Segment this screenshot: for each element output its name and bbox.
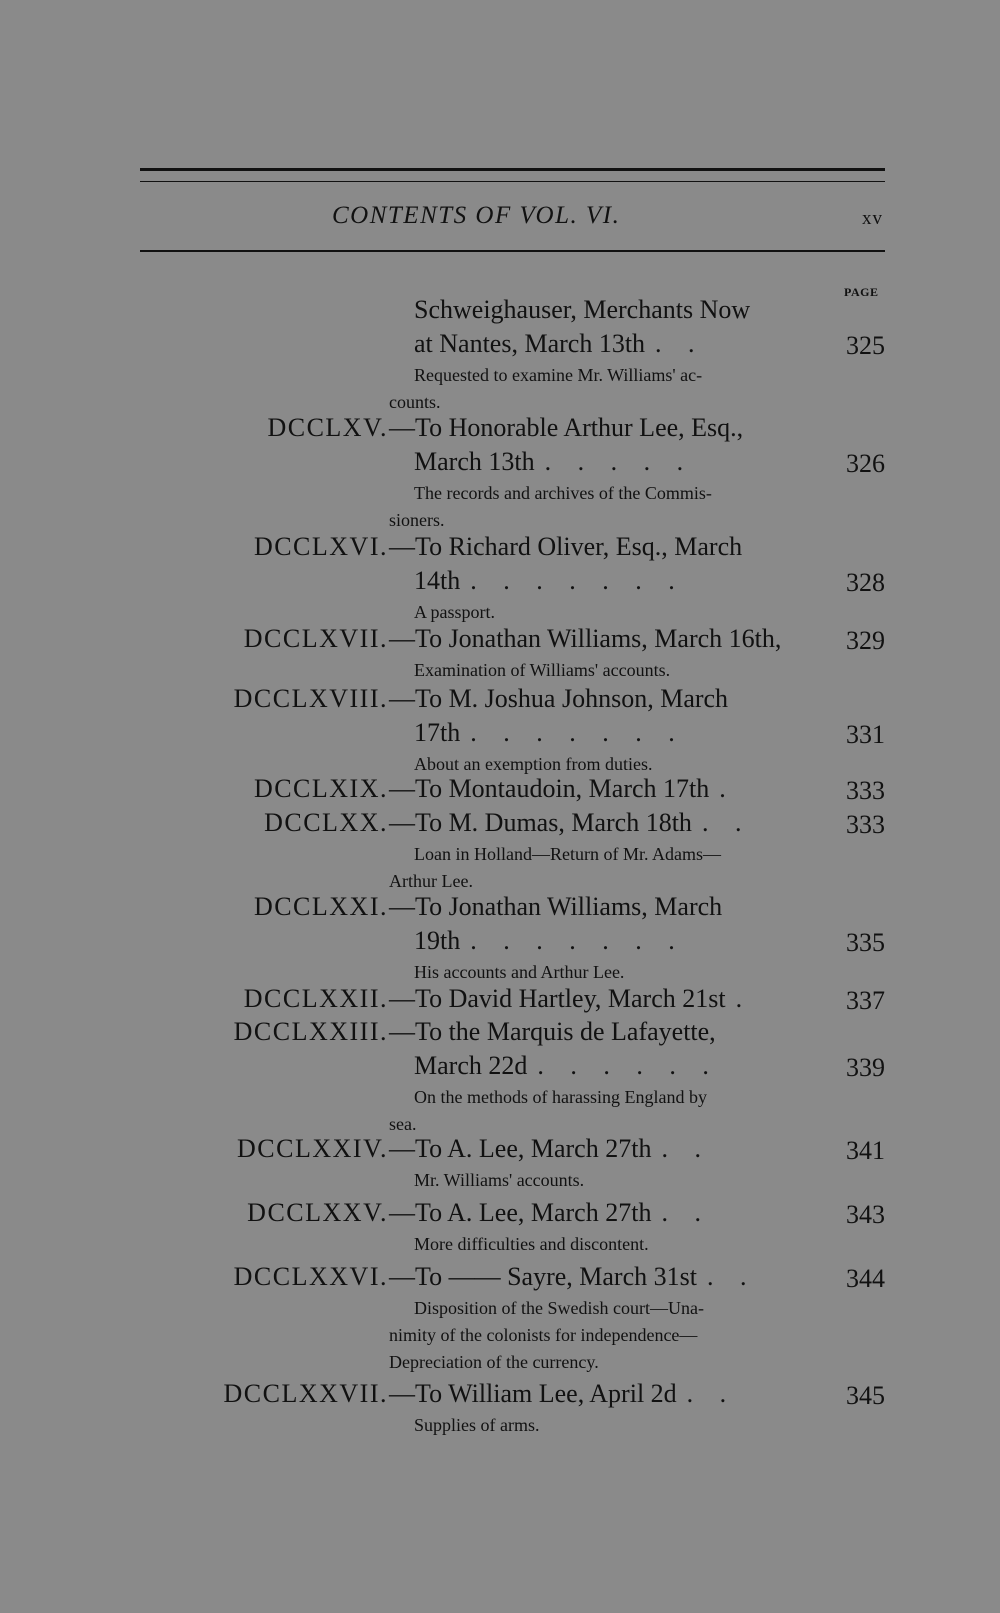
entry-title <box>389 622 819 656</box>
entry-title-line: March 22d <box>414 1051 528 1080</box>
entry-summary-line: Arthur Lee. <box>389 871 473 891</box>
entry-title-line: —To M. Dumas, March 18th <box>389 808 692 837</box>
entry-title-line: —To William Lee, April 2d <box>389 1379 677 1408</box>
top-double-rule-thin <box>140 181 885 182</box>
entry-summary-line: About an exemption from duties. <box>414 754 653 774</box>
entry-numeral: DCCLXXIII. <box>233 1017 388 1046</box>
leader-dots: . . . . . . <box>537 1051 719 1080</box>
entry-title <box>389 530 819 598</box>
entry-page-number: 335 <box>846 928 885 957</box>
leader-dots: . . <box>661 1198 711 1227</box>
entry-title <box>389 772 819 806</box>
entry-title-line: —To Richard Oliver, Esq., March <box>389 532 743 561</box>
entry-summary-line: A passport. <box>414 602 495 622</box>
header-rule <box>140 250 885 252</box>
entry-summary-line: Examination of Williams' accounts. <box>414 660 671 680</box>
entry-title-line: —To Montaudoin, March 17th <box>389 774 710 803</box>
entry-title-line: 19th <box>414 926 461 955</box>
entry-page-number: 341 <box>846 1136 885 1165</box>
leader-dots: . <box>719 774 736 803</box>
entry-page-number: 333 <box>846 810 885 839</box>
entry-summary <box>389 1412 819 1439</box>
entry-numeral: DCCLXVIII. <box>233 684 388 713</box>
entry-title <box>389 1377 819 1411</box>
entry-summary-line: Depreciation of the currency. <box>389 1352 599 1372</box>
entry-title-line: 17th <box>414 718 461 747</box>
entry-title-line: —To A. Lee, March 27th <box>389 1134 652 1163</box>
entry-title <box>389 1015 819 1083</box>
entry-summary-line: More difficulties and discontent. <box>414 1234 649 1254</box>
entry-summary-line: The records and archives of the Commis- <box>414 483 712 503</box>
entry-title-line: —To M. Joshua Johnson, March <box>389 684 729 713</box>
entry-title-line: —To Honorable Arthur Lee, Esq., <box>389 413 744 442</box>
entry-summary-line: Loan in Holland—Return of Mr. Adams— <box>414 844 721 864</box>
entry-summary <box>389 657 819 684</box>
entry-title-line: —To Jonathan Williams, March 16th, <box>389 624 782 653</box>
entry-numeral: DCCLXV. <box>267 413 388 442</box>
leader-dots: . . <box>706 1262 757 1291</box>
entry-summary <box>389 362 819 416</box>
leader-dots: . . . . . <box>544 447 694 476</box>
entry-title <box>389 1196 819 1230</box>
leader-dots: . <box>735 984 753 1013</box>
entry-title <box>389 682 819 750</box>
entry-page-number: 337 <box>846 986 885 1015</box>
entry-title-line: —To David Hartley, March 21st <box>389 984 726 1013</box>
entry-summary-line: Disposition of the Swedish court—Una- <box>414 1298 704 1318</box>
entry-summary <box>389 1084 819 1138</box>
entry-numeral: DCCLXXVII. <box>223 1379 388 1408</box>
entry-summary-line: Supplies of arms. <box>414 1415 540 1435</box>
entry-numeral: DCCLXIX. <box>253 774 388 803</box>
top-double-rule-thick <box>140 168 885 171</box>
running-header-page-number: xv <box>862 208 883 229</box>
entry-title-line: —To the Marquis de Lafayette, <box>389 1017 716 1046</box>
entry-title-line: at Nantes, March 13th <box>414 329 646 358</box>
entry-title-line: Schweighauser, Merchants Now <box>414 295 751 324</box>
entry-numeral: DCCLXXI. <box>253 892 388 921</box>
entry-page-number: 343 <box>846 1200 885 1229</box>
entry-title-line: —To Jonathan Williams, March <box>389 892 723 921</box>
running-header-title: CONTENTS OF VOL. VI. <box>332 202 621 229</box>
entry-title <box>389 411 819 479</box>
entry-numeral: DCCLXX. <box>264 808 388 837</box>
entry-page-number: 328 <box>846 568 885 597</box>
entry-summary <box>389 480 819 534</box>
entry-summary <box>389 1295 819 1376</box>
leader-dots: . . <box>686 1379 737 1408</box>
entry-page-number: 331 <box>846 720 885 749</box>
entry-title <box>389 806 819 840</box>
entry-summary-line: His accounts and Arthur Lee. <box>414 962 625 982</box>
entry-page-number: 344 <box>846 1264 885 1293</box>
leader-dots: . . . . . . . <box>470 926 685 955</box>
entry-numeral: DCCLXXVI. <box>233 1262 388 1291</box>
entry-summary-line: nimity of the colonists for independence— <box>389 1325 698 1345</box>
entry-summary-line: counts. <box>389 392 441 412</box>
entry-title-line: —To —— Sayre, March 31st <box>389 1262 697 1291</box>
entry-summary <box>389 841 819 895</box>
entry-summary <box>389 1231 819 1258</box>
leader-dots: . . . . . . . <box>470 566 685 595</box>
entry-summary <box>389 1167 819 1194</box>
entry-summary-line: sioners. <box>389 510 445 530</box>
entry-summary-line: sea. <box>389 1114 417 1134</box>
entry-summary-line: Requested to examine Mr. Williams' ac- <box>414 365 703 385</box>
entry-title <box>389 293 819 361</box>
entry-title <box>389 1132 819 1166</box>
entry-page-number: 325 <box>846 331 885 360</box>
entry-summary-line: On the methods of harassing England by <box>414 1087 707 1107</box>
entry-title-line: March 13th <box>414 447 535 476</box>
entry-page-number: 326 <box>846 449 885 478</box>
entry-page-number: 345 <box>846 1381 885 1410</box>
leader-dots: . . <box>661 1134 711 1163</box>
entry-page-number: 329 <box>846 626 885 655</box>
entry-title-line: 14th <box>414 566 461 595</box>
leader-dots: . . <box>655 329 705 358</box>
leader-dots: . . <box>701 808 752 837</box>
entry-title <box>389 982 819 1016</box>
entry-numeral: DCCLXVI. <box>253 532 388 561</box>
entry-page-number: 339 <box>846 1053 885 1082</box>
entry-numeral: DCCLXVII. <box>243 624 388 653</box>
page-column-label: PAGE <box>844 285 879 299</box>
entry-title-line: —To A. Lee, March 27th <box>389 1198 652 1227</box>
entry-page-number: 333 <box>846 776 885 805</box>
entry-numeral: DCCLXXII. <box>243 984 388 1013</box>
entry-numeral: DCCLXXIV. <box>237 1134 388 1163</box>
entry-summary-line: Mr. Williams' accounts. <box>414 1170 585 1190</box>
entry-title <box>389 890 819 958</box>
leader-dots: . . . . . . . <box>470 718 685 747</box>
entry-numeral: DCCLXXV. <box>247 1198 388 1227</box>
entry-title <box>389 1260 819 1294</box>
